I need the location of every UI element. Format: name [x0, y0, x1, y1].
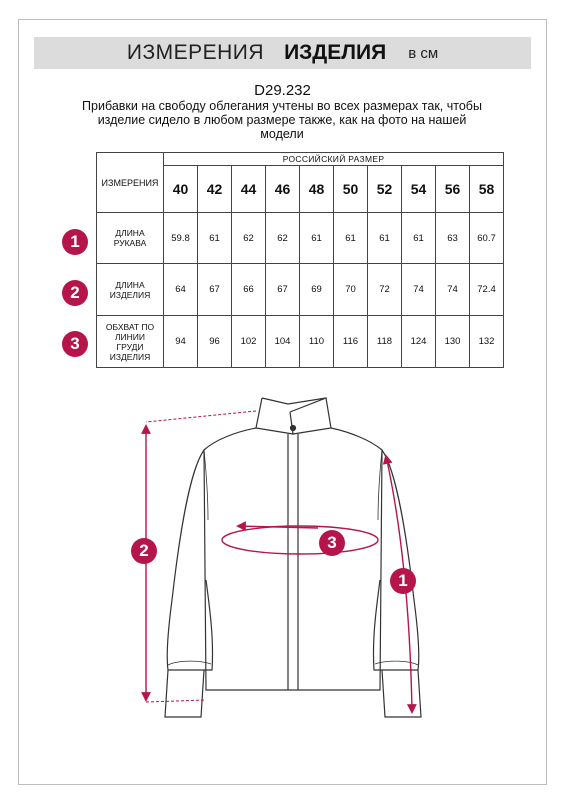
title-unit: в см — [408, 44, 439, 62]
size-cell: 52 — [368, 166, 402, 213]
row-label-line: ОБХВАТ ПО — [105, 321, 155, 332]
table-cell: 61 — [198, 213, 232, 264]
table-cell: 96 — [198, 316, 232, 368]
size-cell: 54 — [402, 166, 436, 213]
diagram-badge-length: 2 — [131, 538, 157, 564]
row-label-line: РУКАВА — [113, 238, 147, 248]
table-cell: 66 — [232, 264, 266, 316]
table-cell: 94 — [164, 316, 198, 368]
table-cell: 60.7 — [470, 213, 504, 264]
table-cell: 132 — [470, 316, 504, 368]
table-cell: 130 — [436, 316, 470, 368]
table-cell: 70 — [334, 264, 368, 316]
badge-chest-girth: 3 — [62, 331, 88, 357]
badge-garment-length: 2 — [62, 280, 88, 306]
table-cell: 72.4 — [470, 264, 504, 316]
table-cell: 61 — [402, 213, 436, 264]
table-cell: 62 — [266, 213, 300, 264]
table-cell: 118 — [368, 316, 402, 368]
table-cell: 67 — [266, 264, 300, 316]
fit-note-line: Прибавки на свободу облегания учтены во всех размерах так, чтобы — [82, 99, 482, 113]
table-cell: 61 — [368, 213, 402, 264]
table-cell: 124 — [402, 316, 436, 368]
table-cell: 102 — [232, 316, 266, 368]
table-cell: 74 — [436, 264, 470, 316]
measure-header: ИЗМЕРЕНИЯ — [97, 153, 164, 213]
table-cell: 104 — [266, 316, 300, 368]
diagram-badge-chest: 3 — [319, 530, 345, 556]
table-cell: 61 — [300, 213, 334, 264]
row-label-line: ДЛИНА — [115, 279, 145, 290]
fit-note-line: модели — [260, 127, 304, 141]
size-cell: 48 — [300, 166, 334, 213]
size-cell: 46 — [266, 166, 300, 213]
badge-sleeve-length: 1 — [62, 229, 88, 255]
size-cell: 58 — [470, 166, 504, 213]
row-label-line: ИЗДЕЛИЯ — [109, 351, 151, 362]
size-cell: 40 — [164, 166, 198, 213]
table-cell: 64 — [164, 264, 198, 316]
fit-note-line: изделие сидело в любом размере также, как на фото на нашей — [97, 113, 467, 127]
table-cell: 74 — [402, 264, 436, 316]
article-code: D29.232 — [254, 82, 311, 99]
row-label-line: ДЛИНА — [115, 228, 145, 238]
row-label-line: ГРУДИ — [116, 341, 144, 352]
row-label-line: ИЗДЕЛИЯ — [109, 289, 151, 300]
size-system-header: РОССИЙСКИЙ РАЗМЕР — [164, 153, 504, 166]
size-cell: 42 — [198, 166, 232, 213]
title-light: ИЗМЕРЕНИЯ — [126, 41, 265, 64]
measurement-lines — [146, 411, 412, 712]
table-cell: 69 — [300, 264, 334, 316]
table-cell: 116 — [334, 316, 368, 368]
title-bold: ИЗДЕЛИЯ — [284, 41, 387, 64]
table-cell: 110 — [300, 316, 334, 368]
table-cell: 59.8 — [164, 213, 198, 264]
size-cell: 50 — [334, 166, 368, 213]
table-cell: 67 — [198, 264, 232, 316]
table-cell: 72 — [368, 264, 402, 316]
table-cell: 61 — [334, 213, 368, 264]
row-label-line: ЛИНИИ — [114, 331, 146, 342]
size-cell: 56 — [436, 166, 470, 213]
size-cell: 44 — [232, 166, 266, 213]
table-cell: 63 — [436, 213, 470, 264]
table-cell: 62 — [232, 213, 266, 264]
diagram-badge-sleeve: 1 — [390, 568, 416, 594]
shirt-outline — [165, 398, 421, 717]
